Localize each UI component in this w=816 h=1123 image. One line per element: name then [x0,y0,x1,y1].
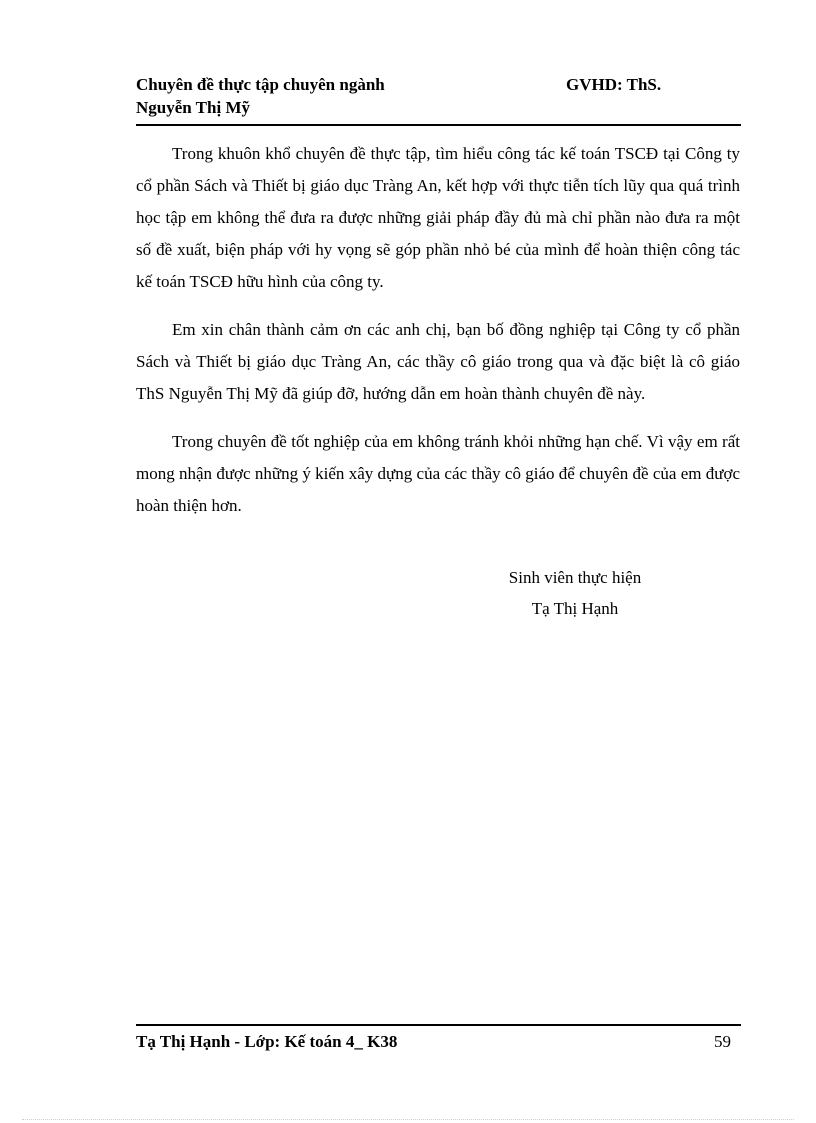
header-supervisor-name: Nguyễn Thị Mỹ [136,98,250,117]
paragraph-1: Trong khuôn khổ chuyên đề thực tập, tìm hiểu công tác kế toán TSCĐ tại Công ty cổ phần Sách và Thiết bị giáo dục Tràng An, kết hợp với thực tiễn tích lũy qua quá trình học tập em không thể đưa ra được những giải pháp đầy đủ mà chỉ phần nào đưa ra một số đề xuất, biện pháp với hy vọng sẽ góp phần nhỏ bé của mình để hoàn thiện công tác kế toán TSCĐ hữu hình của công ty. [136,144,740,291]
signature-title: Sinh viên thực hiện [508,568,642,587]
page-footer [136,1024,741,1051]
signature-block [460,562,690,624]
paragraph-2: Em xin chân thành cảm ơn các anh chị, bạn bố đồng nghiệp tại Công ty cổ phần Sách và Thiết bị giáo dục Tràng An, các thầy cô giáo trong qua và đặc biệt là cô giáo ThS Nguyễn Thị Mỹ đã giúp đỡ, hướng dẫn em hoàn thành chuyên đề này. [136,320,740,403]
paragraph-3: Trong chuyên đề tốt nghiệp của em không tránh khỏi những hạn chế. Vì vậy em rất mong nhận được những ý kiến xây dựng của các thầy cô giáo để chuyên đề của em được hoàn thiện hơn. [136,432,740,515]
header-line-1 [136,73,741,96]
document-body [136,138,740,538]
signature-name: Tạ Thị Hạnh [531,599,619,618]
header-supervisor-label: GVHD: ThS. [566,75,662,94]
header-course-title: Chuyên đề thực tập chuyên ngành [136,75,385,94]
page-header [136,73,741,126]
page-number: 59 [714,1032,731,1051]
footer-author-class: Tạ Thị Hạnh - Lớp: Kế toán 4_ K38 [136,1032,398,1051]
page-bottom-divider [22,1119,794,1120]
